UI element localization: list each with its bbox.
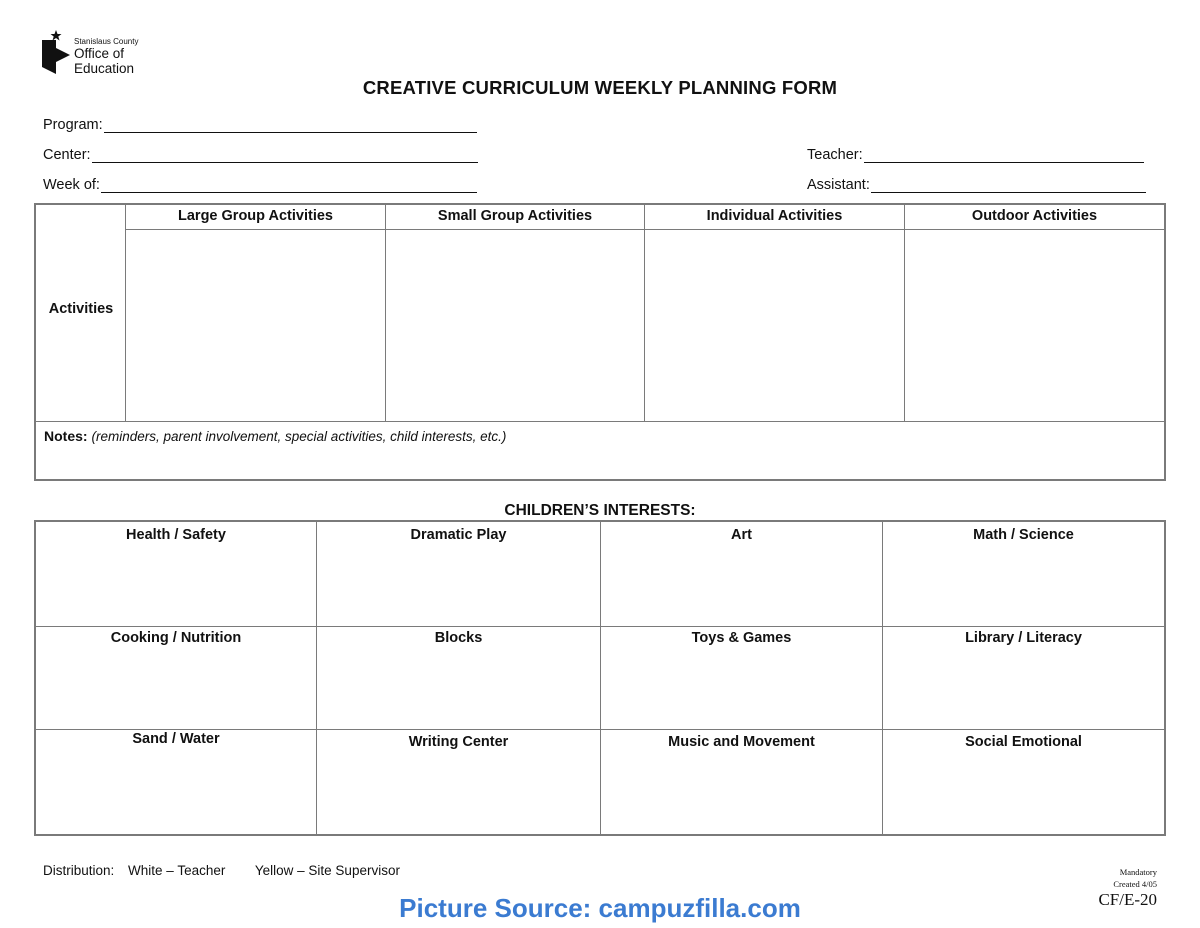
logo-education-text: Education xyxy=(74,61,135,76)
program-line[interactable] xyxy=(104,118,477,133)
mandatory-note xyxy=(1113,866,1157,890)
interest-health-safety[interactable]: Health / Safety xyxy=(126,527,226,543)
form-code: CF/E-20 xyxy=(1098,890,1157,909)
column-header-small-group: Small Group Activities xyxy=(437,208,593,224)
activities-table xyxy=(34,203,1166,481)
column-header-individual: Individual Activities xyxy=(706,208,843,224)
divider xyxy=(600,522,601,834)
mandatory-text: Mandatory xyxy=(1119,867,1157,877)
interest-writing-center[interactable]: Writing Center xyxy=(408,734,509,750)
office-of-education-logo xyxy=(40,28,160,78)
divider xyxy=(125,229,1164,230)
column-header-large-group: Large Group Activities xyxy=(178,208,333,224)
notes-hint: (reminders, parent involvement, special activities, child interests, etc.) xyxy=(91,429,507,444)
program-label: Program: xyxy=(43,117,103,133)
divider xyxy=(36,421,1164,422)
notes-label: Notes: xyxy=(44,428,88,444)
interests-grid xyxy=(34,520,1166,836)
distribution-white: White – Teacher xyxy=(128,863,226,878)
form-title: CREATIVE CURRICULUM WEEKLY PLANNING FORM xyxy=(362,77,838,98)
interest-library-literacy[interactable]: Library / Literacy xyxy=(965,630,1082,646)
activities-row-label: Activities xyxy=(48,301,114,317)
distribution-label: Distribution: xyxy=(43,863,115,878)
interest-blocks[interactable]: Blocks xyxy=(434,630,483,646)
logo-office-text: Office of xyxy=(74,46,125,61)
interest-cooking-nutrition[interactable]: Cooking / Nutrition xyxy=(110,630,242,646)
week-of-field[interactable] xyxy=(43,177,477,193)
divider xyxy=(904,205,905,421)
interest-social-emotional[interactable]: Social Emotional xyxy=(965,734,1082,750)
distribution-line xyxy=(43,863,426,878)
picture-source-watermark: Picture Source: campuzfilla.com xyxy=(399,893,801,923)
divider xyxy=(36,626,1164,627)
interest-dramatic-play[interactable]: Dramatic Play xyxy=(410,527,507,543)
assistant-field[interactable] xyxy=(807,177,1146,193)
divider xyxy=(316,522,317,834)
center-label: Center: xyxy=(43,147,91,163)
teacher-label: Teacher: xyxy=(807,147,863,163)
teacher-line[interactable] xyxy=(864,148,1144,163)
distribution-yellow: Yellow – Site Supervisor xyxy=(254,863,400,878)
logo-mark-icon xyxy=(40,28,72,76)
program-field[interactable] xyxy=(43,117,477,133)
interest-math-science[interactable]: Math / Science xyxy=(973,527,1074,543)
interest-sand-water[interactable]: Sand / Water xyxy=(132,731,220,747)
interest-music-movement[interactable]: Music and Movement xyxy=(668,734,815,750)
divider xyxy=(36,729,1164,730)
column-header-outdoor: Outdoor Activities xyxy=(971,208,1098,224)
logo-county-text: Stanislaus County xyxy=(74,37,139,46)
week-of-label: Week of: xyxy=(43,177,100,193)
assistant-label: Assistant: xyxy=(807,177,870,193)
notes-section[interactable] xyxy=(44,428,506,444)
center-line[interactable] xyxy=(92,148,478,163)
teacher-field[interactable] xyxy=(807,147,1144,163)
interest-toys-games[interactable]: Toys & Games xyxy=(691,630,792,646)
assistant-line[interactable] xyxy=(871,178,1146,193)
center-field[interactable] xyxy=(43,147,478,163)
divider xyxy=(882,522,883,834)
created-date: Created 4/05 xyxy=(1113,879,1157,889)
interest-art[interactable]: Art xyxy=(731,527,752,543)
divider xyxy=(385,205,386,421)
divider xyxy=(644,205,645,421)
week-of-line[interactable] xyxy=(101,178,477,193)
interests-title: CHILDREN’S INTERESTS: xyxy=(504,502,696,519)
